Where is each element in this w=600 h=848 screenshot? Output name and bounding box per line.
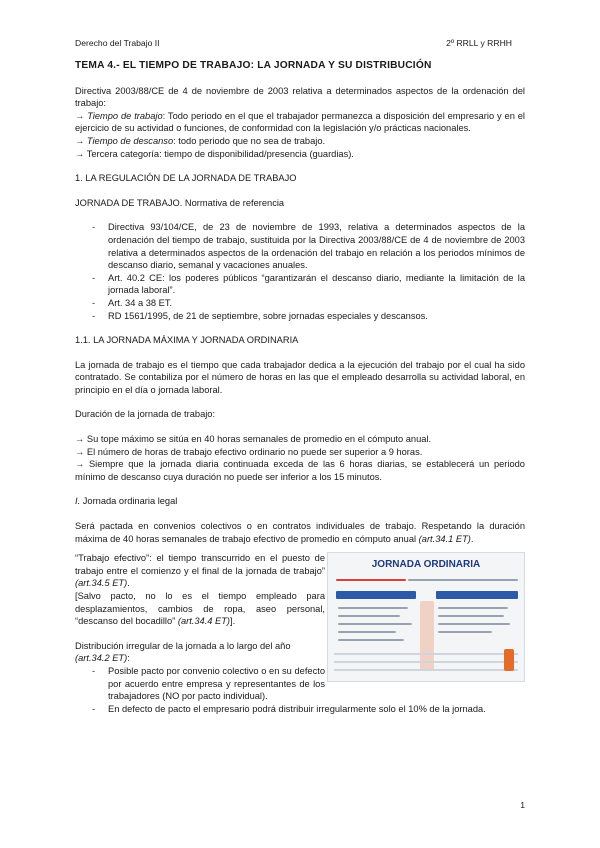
paragraph-text: . [470,533,474,544]
regulation-list [75,221,525,322]
list-item: - Art. 34 a 38 ET. [75,297,525,310]
section-heading [75,495,525,508]
paragraph [75,640,325,665]
paragraph-text: [Salvo pacto, no lo es el tiempo empleado para desplazamientos, cambios de ropa, aseo personal, “descanso del bocadillo” [75,591,325,627]
definition-text: : todo periodo que no sea de trabajo. [173,135,326,146]
distribution-list [75,665,325,703]
legal-reference: (art.34.5 ET) [75,578,128,589]
duration-bullet [75,433,525,446]
list-item: - Posible pacto por convenio colectivo o en su defecto por acuerdo entre empresa y representantes de los trabajadores (NO por pacto individual). [75,665,325,703]
section-subheading: JORNADA DE TRABAJO. Normativa de referencia [75,197,285,208]
paragraph-text: Distribución irregular de la jornada a lo largo del año [75,640,291,651]
arrow: → [75,434,85,445]
distribution-list-continued [75,703,525,716]
paragraph: La jornada de trabajo es el tiempo que cada trabajador dedica a la ejecución del trabajo por el cual ha sido contratado. Se contabiliza por el número de horas en las que el empleado desarrolla su actividad laboral, en principio en el día o jornada laboral. [75,359,525,395]
paragraph: Duración de la jornada de trabajo: [75,409,216,420]
definition-rest-time [75,135,525,148]
bullet-text: El número de horas de trabajo efectivo ordinario no puede ser superior a 9 horas. [86,446,423,457]
paragraph [75,520,525,545]
directive-intro: Directiva 2003/88/CE de 4 de noviembre de 2003 relativa a determinados aspectos de la ordenación del trabajo: [75,85,525,109]
paragraph-text: . [127,578,130,589]
duration-bullet [75,446,525,459]
section-heading: 1.1. LA JORNADA MÁXIMA Y JORNADA ORDINARIA [75,335,299,346]
paragraph-text: “Trabajo efectivo”: el tiempo transcurrido en el puesto de trabajo entre el comienzo y el final de la jornada de trabajo” [75,553,325,576]
paragraph-text: : [127,653,130,664]
list-item: - Directiva 93/104/CE, de 23 de noviembre de 1993, relativa a determinados aspectos de la ordenación del tiempo de trabajo, sustituida por la Directiva 2003/88/CE de 4 de noviembre de 2003 relativa a determinados aspectos de la ordenación del trabajo en relación a los periodos mínimos de descanso diario, semanal y vacaciones anuales. [75,221,525,271]
definition-label: Tiempo de descanso [86,135,174,146]
paragraph-text: ]. [230,616,236,627]
arrow: → [75,459,85,470]
definition-label: Tiempo de trabajo [87,110,163,121]
jornada-ordinaria-infographic [327,552,525,682]
arrow: → [75,110,85,121]
text-with-figure [75,552,525,703]
definition-text: Tercera categoría: tiempo de disponibilidad/presencia (guardias). [86,148,354,159]
arrow: → [75,135,85,146]
list-item: - RD 1561/1995, de 21 de septiembre, sobre jornadas especiales y descansos. [75,310,525,323]
left-column [75,552,325,703]
page-title: TEMA 4.- EL TIEMPO DE TRABAJO: LA JORNADA Y SU DISTRIBUCIÓN [75,60,432,71]
paragraph [75,590,325,628]
list-item: - Art. 40.2 CE: los poderes públicos “garantizarán el descanso diario, mediante la limitación de la jornada laboral”. [75,272,525,297]
list-item: - En defecto de pacto el empresario podrá distribuir irregularmente solo el 10% de la jornada. [75,703,525,716]
section-heading: 1. LA REGULACIÓN DE LA JORNADA DE TRABAJO [75,173,297,184]
arrow: → [75,148,85,159]
definition-third-category [75,148,525,161]
legal-reference: (art.34.2 ET) [75,653,128,664]
header-degree: 2º RRLL y RRHH [446,38,512,48]
bullet-text: Su tope máximo se sitúa en 40 horas semanales de promedio en el cómputo anual. [86,434,432,445]
heading-text: Jornada ordinaria legal [80,496,178,507]
duration-bullet [75,458,525,483]
legal-reference: (art.34.4 ET) [177,616,231,627]
legal-reference: (art.34.1 ET) [418,533,471,544]
paragraph-text: Será pactada en convenios colectivos o en contratos individuales de trabajo. Respetando la duración máxima de 40 horas semanales de trabajo efectivo de promedio en cómputo anual [75,521,525,544]
document-body [75,60,525,715]
page-number: 1 [520,800,525,810]
heading-number: I. [75,496,81,507]
bullet-text: Siempre que la jornada diaria continuada exceda de las 6 horas diarias, se establecerá un periodo mínimo de descanso cuya duración no puede ser inferior a los 15 minutos. [75,459,525,482]
header-course: Derecho del Trabajo II [75,38,160,48]
figure-title: JORNADA ORDINARIA [371,559,481,571]
definition-text: : Todo periodo en el que el trabajador permanezca a disposición del empresario y en el ejercicio de su actividad o funciones, de conformidad con la legislación y/o prácticas nacionales. [75,110,525,134]
definition-work-time [75,110,525,135]
arrow: → [75,446,85,457]
paragraph [75,552,325,590]
